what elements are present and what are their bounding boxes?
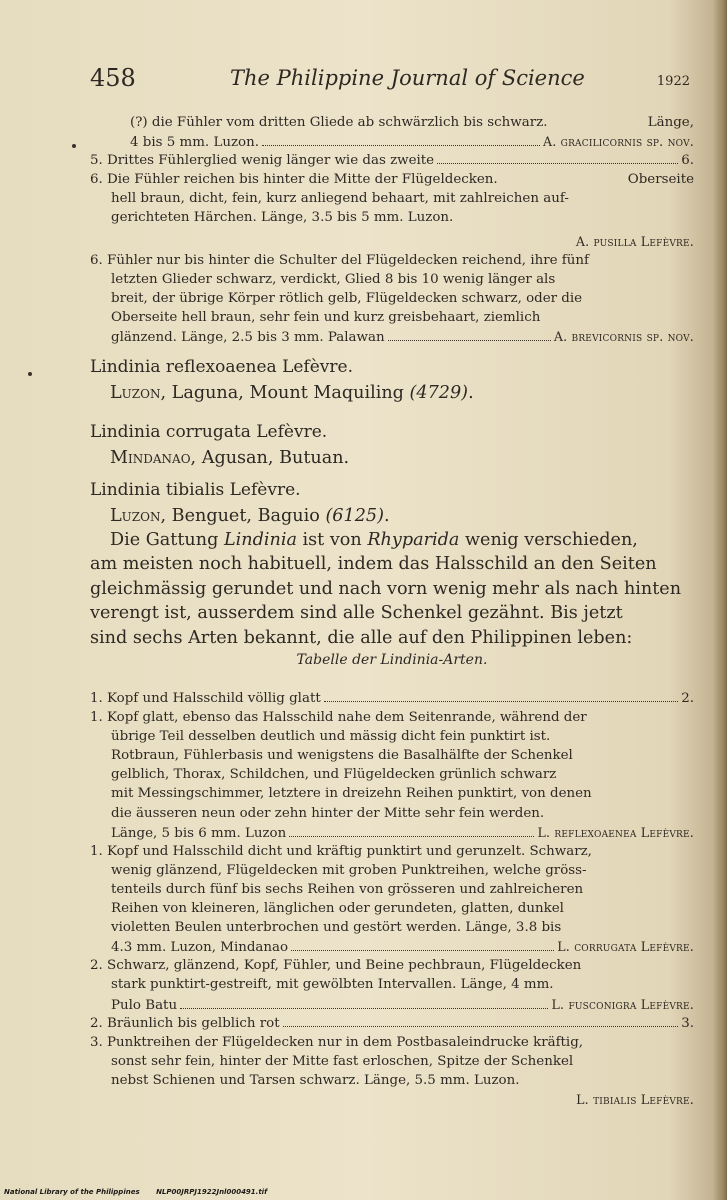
key-line: glänzend. Länge, 2.5 bis 3 mm. Palawan A. brevicornis sp. nov. (111, 329, 694, 346)
page-number: 458 (90, 64, 136, 92)
key-line: 4 bis 5 mm. Luzon. A. gracilicornis sp. nov. (130, 134, 694, 151)
key-line: Rotbraun, Fühlerbasis und wenigstens die Basalhälfte der Schenkel (111, 748, 573, 764)
key-line: L. tibialis Lefèvre. (576, 1091, 694, 1107)
margin-mark (72, 144, 76, 148)
species-name: Lindinia tibialis Lefèvre. (90, 480, 301, 500)
key-line: A. pusilla Lefèvre. (575, 233, 694, 249)
key-line: wenig glänzend, Flügeldecken mit groben Punktreihen, welche gröss- (111, 862, 587, 878)
key-line: 2. Bräunlich bis gelblich rot 3. (90, 1015, 694, 1031)
key-line: 6. Fühler nur bis hinter die Schulter del Flügeldecken reichend, ihre fünf (90, 252, 589, 268)
key-line: violetten Beulen unterbrochen und gestört werden. Länge, 3.8 bis (111, 920, 562, 936)
key-line: gelblich, Thorax, Schildchen, und Flügeldecken grünlich schwarz (111, 767, 557, 783)
species-name: Lindinia corrugata Lefèvre. (90, 422, 328, 442)
paragraph-line: gleichmässig gerundet und nach vorn wenig mehr als nach hinten (90, 578, 682, 599)
paragraph-line: sind sechs Arten bekannt, die alle auf den Philippinen leben: (90, 627, 633, 648)
paragraph-line: Die Gattung Lindinia ist von Rhyparida wenig verschieden, (110, 530, 638, 550)
key-line: tenteils durch fünf bis sechs Reihen von grösseren und zahlreicheren (111, 881, 584, 897)
species-locality: Luzon, Benguet, Baguio (6125). (110, 506, 390, 526)
species-locality: Mindanao, Agusan, Butuan. (110, 448, 350, 468)
key-line: 1. Kopf und Halsschild dicht und kräftig punktirt und gerunzelt. Schwarz, (90, 843, 592, 859)
key-line: Oberseite hell braun, sehr fein und kurz greisbehaart, ziemlich (111, 309, 541, 325)
key-line: 1. Kopf und Halsschild völlig glatt 2. (90, 691, 694, 706)
key-line: 2. Schwarz, glänzend, Kopf, Fühler, und Beine pechbraun, Flügeldecken (90, 958, 582, 974)
key-line: gerichteten Härchen. Länge, 3.5 bis 5 mm. Luzon. (111, 210, 454, 226)
species-record (90, 422, 694, 474)
species-record (90, 480, 694, 532)
species-key (90, 689, 694, 1109)
key-line: hell braun, dicht, fein, kurz anliegend behaart, mit zahlreichen auf- (111, 191, 569, 207)
file-name: NLP00JRPJ1922Jnl000491.tif (156, 1188, 268, 1196)
key-line: breit, der übrige Körper rötlich gelb, Flügeldecken schwarz, oder die (111, 290, 583, 306)
key-line: nebst Schienen und Tarsen schwarz. Länge, 5.5 mm. Luzon. (111, 1072, 520, 1088)
key-line: Reihen von kleineren, länglichen oder gerundeten, glatten, dunkel (111, 901, 564, 917)
scan-footer (4, 1188, 281, 1196)
library-credit: National Library of the Philippines (4, 1188, 140, 1196)
key-line: 3. Punktreihen der Flügeldecken nur in dem Postbasaleindrucke kräftig, (90, 1034, 584, 1050)
key-line: übrige Teil desselben deutlich und mässig dicht fein punktirt ist. (111, 729, 551, 745)
key-continuation (90, 113, 694, 346)
key-line: stark punktirt-gestreift, mit gewölbten Intervallen. Länge, 4 mm. (111, 977, 554, 993)
key-line: Länge, 5 bis 6 mm. Luzon L. reflexoaenea Lefèvre. (111, 824, 694, 841)
margin-mark (28, 372, 32, 376)
key-line: die äusseren neun oder zehn hinter der Mitte sehr fein werden. (111, 805, 545, 821)
table-title: Tabelle der Lindinia-Arten. (296, 652, 488, 668)
species-record (90, 357, 694, 409)
key-line: mit Messingschimmer, letztere in dreizehn Reihen punktirt, von denen (111, 786, 592, 802)
species-name: Lindinia reflexoaenea Lefèvre. (90, 357, 353, 377)
paragraph-line: verengt ist, ausserdem sind alle Schenkel gezähnt. Bis jetzt (90, 603, 623, 624)
key-line: 5. Drittes Fühlerglied wenig länger wie das zweite 6. (90, 153, 694, 169)
key-line: (?) die Fühler vom dritten Gliede ab schwärzlich bis schwarz. Länge, (130, 115, 694, 130)
genus-paragraph (90, 528, 694, 650)
key-line: sonst sehr fein, hinter der Mitte fast erloschen, Spitze der Schenkel (111, 1053, 574, 1069)
running-header (90, 64, 690, 98)
key-line: 1. Kopf glatt, ebenso das Halsschild nahe dem Seitenrande, während der (90, 710, 587, 726)
species-locality: Luzon, Laguna, Mount Maquiling (4729). (110, 383, 474, 403)
key-line: Pulo Batu L. fusconigra Lefèvre. (111, 996, 694, 1013)
page-edge-shadow (713, 0, 727, 1200)
journal-title: The Philippine Journal of Science (230, 66, 585, 90)
key-line: letzten Glieder schwarz, verdickt, Glied 8 bis 10 wenig länger als (111, 271, 556, 287)
year: 1922 (656, 74, 690, 89)
key-line: 6. Die Fühler reichen bis hinter die Mitte der Flügeldecken. Oberseite (90, 172, 694, 188)
paragraph-line: am meisten noch habituell, indem das Halsschild an den Seiten (90, 554, 657, 575)
key-line: 4.3 mm. Luzon, Mindanao L. corrugata Lefèvre. (111, 939, 694, 956)
